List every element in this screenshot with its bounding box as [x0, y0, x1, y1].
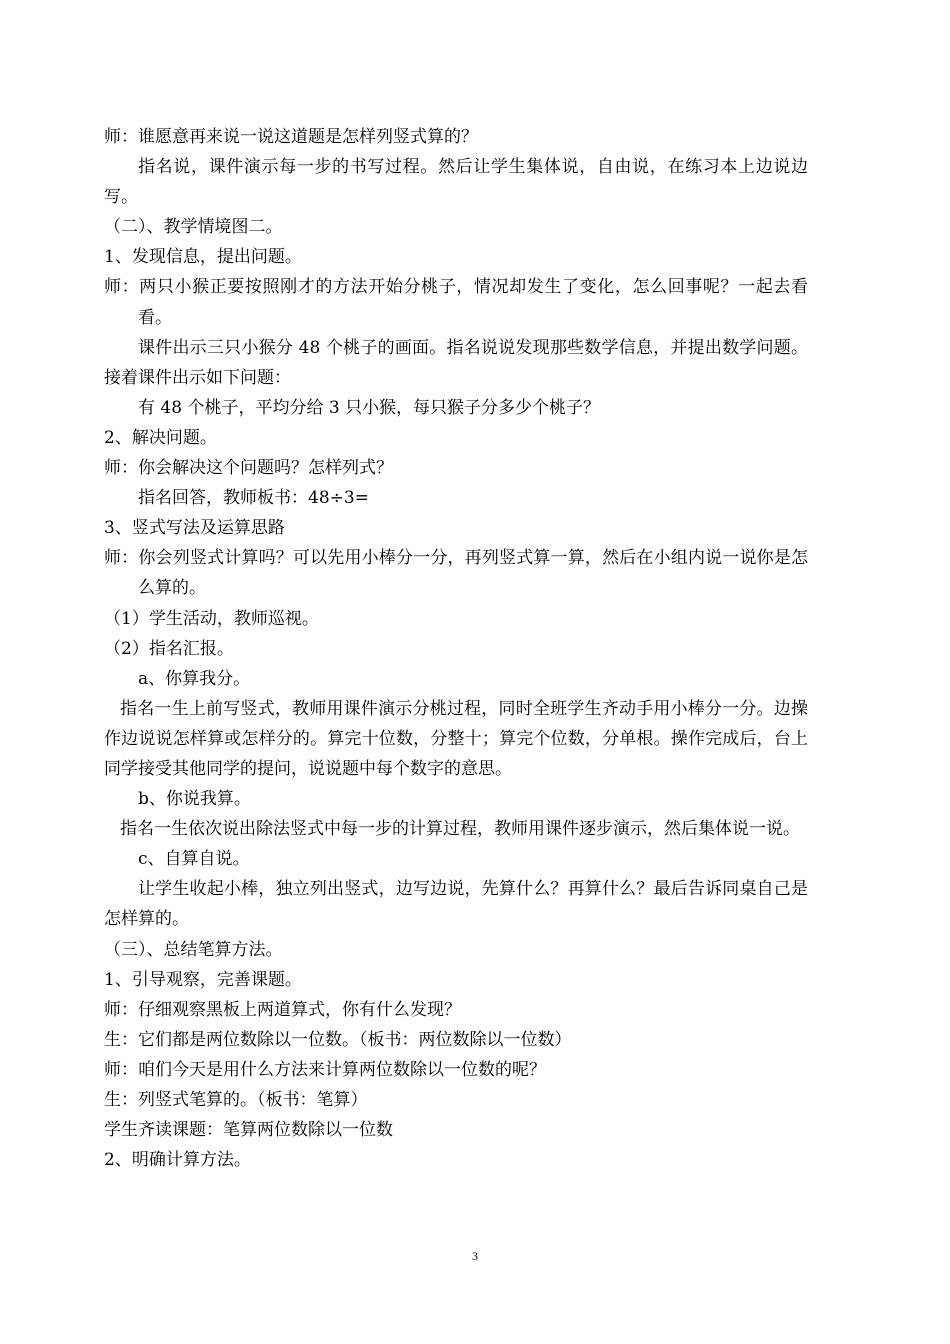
- paragraph: 生：它们都是两位数除以一位数。（板书：两位数除以一位数）: [104, 1029, 572, 1050]
- subheading: 1、引导观察，完善课题。: [104, 969, 302, 990]
- paragraph: （2）指名汇报。: [104, 638, 234, 659]
- paragraph: 指名一生上前写竖式，教师用课件演示分桃过程，同时全班学生齐动手用小棒分一分。边操作边说说怎样算或怎样分的。算完十位数，分整十；算完个位数，分单根。操作完成后，台上同学接受其他同学的提问，说说题中每个数字的意思。: [104, 698, 808, 779]
- paragraph: 有 48 个桃子，平均分给 3 只小猴，每只猴子分多少个桃子？: [138, 397, 601, 418]
- paragraph: 师：谁愿意再来说一说这道题是怎样列竖式算的？: [104, 127, 478, 147]
- paragraph: c、自算自说。: [138, 849, 250, 870]
- subheading: 2、解决问题。: [104, 427, 217, 448]
- paragraph: 学生齐读课题：笔算两位数除以一位数: [104, 1120, 393, 1141]
- paragraph: 让学生收起小棒，独立列出竖式，边写边说，先算什么？再算什么？最后告诉同桌自己是怎样算的。: [104, 879, 808, 930]
- paragraph: 师：两只小猴正要按照刚才的方法开始分桃子，情况却发生了变化，怎么回事呢？一起去看看。: [104, 277, 808, 328]
- paragraph: 师：你会列竖式计算吗？可以先用小棒分一分，再列竖式算一算，然后在小组内说一说你是怎么算的。: [104, 548, 808, 599]
- section-heading: （三）、总结笔算方法。: [104, 939, 283, 960]
- paragraph: 课件出示三只小猴分 48 个桃子的画面。指名说说发现那些数学信息，并提出数学问题。接着课件出示如下问题：: [104, 337, 808, 388]
- subheading: 3、竖式写法及运算思路: [104, 518, 285, 539]
- paragraph: b、你说我算。: [138, 789, 251, 810]
- paragraph: 指名回答，教师板书：48÷3=: [138, 488, 369, 509]
- subheading: 1、发现信息，提出问题。: [104, 247, 302, 268]
- paragraph: 生：列竖式笔算的。（板书：笔算）: [104, 1090, 368, 1110]
- page-number: 3: [472, 1249, 478, 1263]
- document-body: [104, 122, 808, 1175]
- paragraph: 师：咱们今天是用什么方法来计算两位数除以一位数的呢？: [104, 1059, 546, 1080]
- paragraph: a、你算我分。: [138, 668, 251, 689]
- paragraph: 指名说，课件演示每一步的书写过程。然后让学生集体说，自由说，在练习本上边说边写。: [104, 157, 808, 208]
- subheading: 2、明确计算方法。: [104, 1150, 251, 1171]
- paragraph: 指名一生依次说出除法竖式中每一步的计算过程，教师用课件逐步演示，然后集体说一说。: [120, 819, 800, 840]
- paragraph: 师：你会解决这个问题吗？怎样列式？: [104, 458, 393, 479]
- paragraph: （1）学生活动，教师巡视。: [104, 608, 319, 629]
- section-heading: （二）、教学情境图二。: [104, 217, 283, 238]
- paragraph: 师：仔细观察黑板上两道算式，你有什么发现？: [104, 999, 461, 1020]
